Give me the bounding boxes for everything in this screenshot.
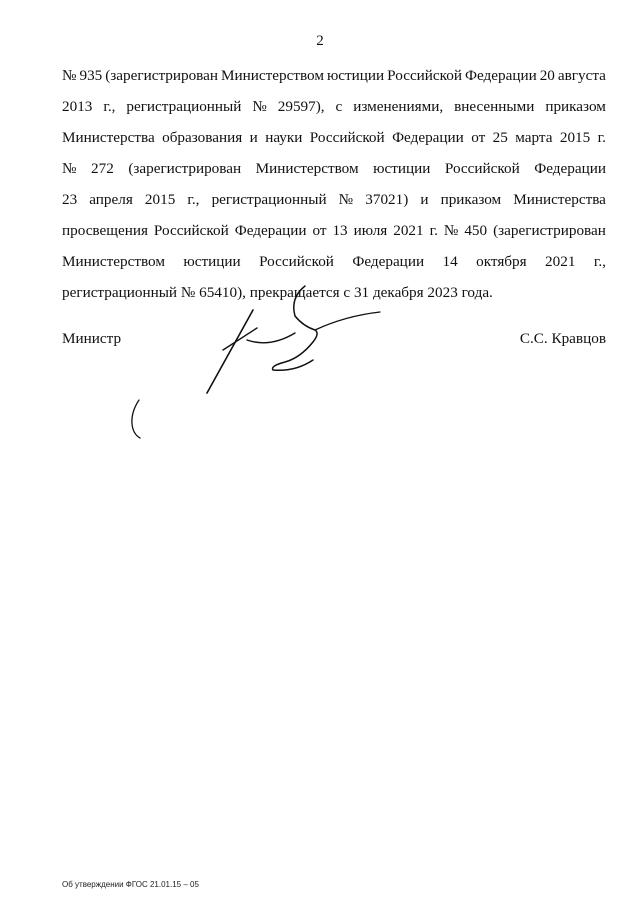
word: Российской [387, 67, 463, 84]
text-line-3 [62, 122, 606, 153]
word: августа [557, 67, 606, 84]
word: Министерства [62, 129, 155, 146]
word: марта [515, 129, 553, 146]
word: 2021 [545, 253, 576, 270]
word: 2015 [559, 129, 591, 146]
signer-position: Министр [62, 330, 122, 347]
word: 2013 [62, 98, 93, 115]
word: 20 [539, 67, 555, 84]
word: г. [429, 222, 438, 239]
word: 13 [332, 222, 348, 239]
word: изменениями, [353, 98, 444, 115]
word: Министерством [62, 253, 165, 270]
text-line-5 [62, 184, 606, 215]
word: приказом [440, 191, 502, 208]
word: Министерством [255, 160, 359, 177]
word: 25 [492, 129, 508, 146]
word: 14 [442, 253, 458, 270]
word: Российской [309, 129, 385, 146]
word: (зарегистрирован [105, 67, 219, 84]
word: 935 [79, 67, 103, 84]
text-line-7 [62, 246, 606, 277]
word: № [62, 67, 77, 84]
footer-note: Об утверждении ФГОС 21.01.15 – 05 [62, 880, 199, 889]
word: регистрационный [211, 191, 327, 208]
word: 2015 [144, 191, 176, 208]
word: 29597), [277, 98, 325, 115]
word: № [252, 98, 267, 115]
word: № [62, 160, 77, 177]
word: с [335, 98, 343, 115]
word: № [443, 222, 459, 239]
word: 272 [91, 160, 114, 177]
word: 2021 [393, 222, 424, 239]
word: внесенными [454, 98, 535, 115]
word: юстиции [326, 67, 385, 84]
word: г., [187, 191, 200, 208]
word: Федерации [234, 222, 307, 239]
word: образования [162, 129, 243, 146]
word: (зарегистрирован [128, 160, 242, 177]
word: Министерством [221, 67, 324, 84]
word: от [471, 129, 486, 146]
pen-mark [128, 398, 144, 440]
word: Федерации [534, 160, 606, 177]
word: октября [476, 253, 527, 270]
word: г., [593, 253, 606, 270]
body-paragraph [62, 60, 606, 308]
word: Российской [153, 222, 229, 239]
word: юстиции [183, 253, 241, 270]
word: г. [597, 129, 606, 146]
word: Министерства [513, 191, 606, 208]
word: просвещения [62, 222, 148, 239]
word: (зарегистрирован [493, 222, 606, 239]
word: июля [353, 222, 388, 239]
word: 450 [464, 222, 488, 239]
page-number: 2 [316, 33, 324, 49]
word: Российской [259, 253, 334, 270]
word: Федерации [352, 253, 425, 270]
word: и [420, 191, 429, 208]
word: науки [265, 129, 303, 146]
text-line-2 [62, 91, 606, 122]
word: г., [103, 98, 116, 115]
word: Федерации [464, 67, 537, 84]
word: регистрационный [126, 98, 242, 115]
word: Российской [444, 160, 520, 177]
word: юстиции [373, 160, 431, 177]
word: апреля [89, 191, 133, 208]
text-line-4 [62, 153, 606, 184]
word: от [312, 222, 327, 239]
word: Федерации [392, 129, 464, 146]
handwritten-signature [195, 278, 390, 398]
word: 23 [62, 191, 78, 208]
word: № [338, 191, 354, 208]
word: и [249, 129, 258, 146]
text-line-1 [62, 60, 606, 91]
word: приказом [545, 98, 606, 115]
word: 37021) [365, 191, 409, 208]
text-line-8: регистрационный № 65410), прекращается с 31 декабря 2023 года. [62, 284, 493, 301]
signer-name: С.С. Кравцов [519, 330, 606, 347]
text-line-6 [62, 215, 606, 246]
